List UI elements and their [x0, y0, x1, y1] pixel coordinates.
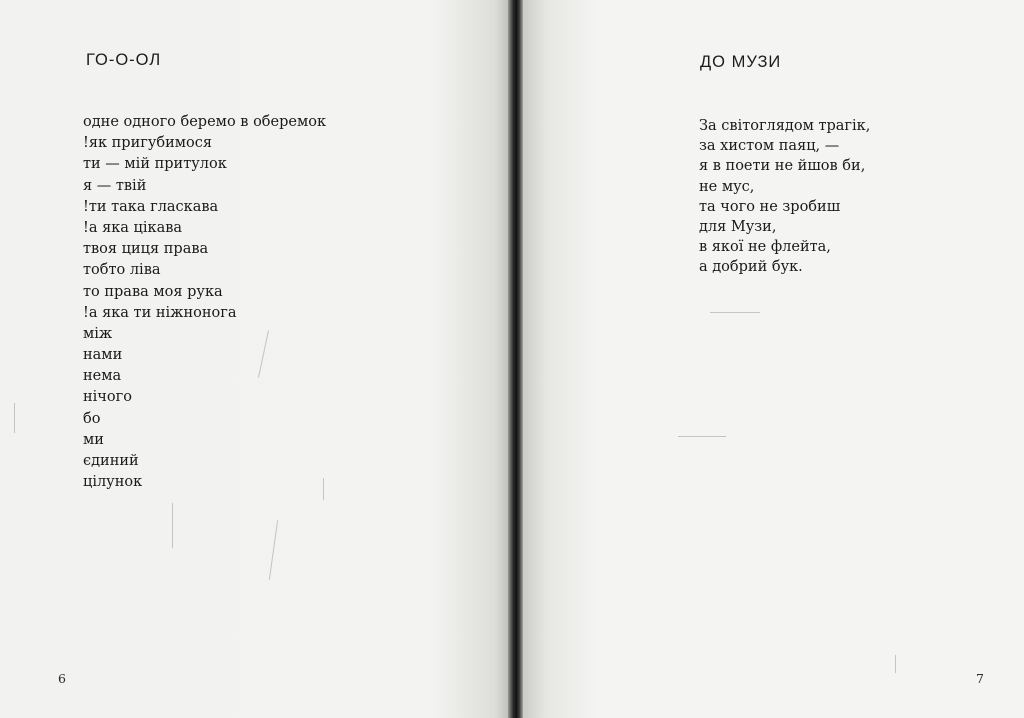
- poem-line: нема: [83, 368, 122, 385]
- poem-line: для Музи,: [699, 218, 777, 235]
- poem-line: !а яка цікава: [83, 219, 183, 236]
- poem-line: одне одного беремо в оберемок: [83, 114, 327, 130]
- page-number-right: 7: [976, 671, 984, 686]
- poem-line: За світоглядом трагік,: [699, 118, 871, 134]
- show-through-rule: [710, 312, 760, 313]
- poem-line: я в поети не йшов би,: [699, 158, 866, 175]
- poem-line: не мус,: [699, 178, 755, 195]
- poem-line: !як пригубимося: [83, 135, 213, 152]
- right-page: [521, 0, 1024, 718]
- poem-line: за хистом паяц, —: [699, 138, 840, 155]
- book-spine: [508, 0, 523, 718]
- poem-line: між: [83, 325, 113, 342]
- poem-line: цілунок: [83, 474, 143, 491]
- right-poem-title: ДО МУЗИ: [700, 53, 782, 71]
- poem-line: єдиний: [83, 453, 139, 469]
- poem-line: ми: [83, 431, 104, 448]
- poem-line: тобто ліва: [83, 262, 161, 279]
- scan-scratch: [895, 655, 896, 673]
- poem-line: то права моя рука: [83, 283, 223, 300]
- poem-line: я — твій: [83, 177, 147, 194]
- scan-scratch: [14, 403, 15, 433]
- poem-line: ти — мій притулок: [83, 156, 227, 173]
- poem-line: нами: [83, 347, 123, 364]
- left-poem-title: ГО-О-ОЛ: [86, 51, 162, 69]
- poem-line: бо: [83, 410, 101, 427]
- poem-line: та чого не зробиш: [699, 198, 841, 215]
- poem-line: !а яка ти ніжнонога: [83, 304, 237, 321]
- right-poem: [699, 116, 870, 278]
- poem-line: твоя циця права: [83, 241, 209, 258]
- scan-scratch: [172, 503, 173, 548]
- show-through-rule: [678, 436, 726, 437]
- poem-line: нічого: [83, 389, 132, 406]
- poem-line: !ти така гласкава: [83, 198, 219, 215]
- poem-line: а добрий бук.: [699, 259, 803, 276]
- left-poem: [83, 112, 326, 493]
- page-number-left: 6: [58, 671, 66, 686]
- poem-line: в якої не флейта,: [699, 239, 831, 256]
